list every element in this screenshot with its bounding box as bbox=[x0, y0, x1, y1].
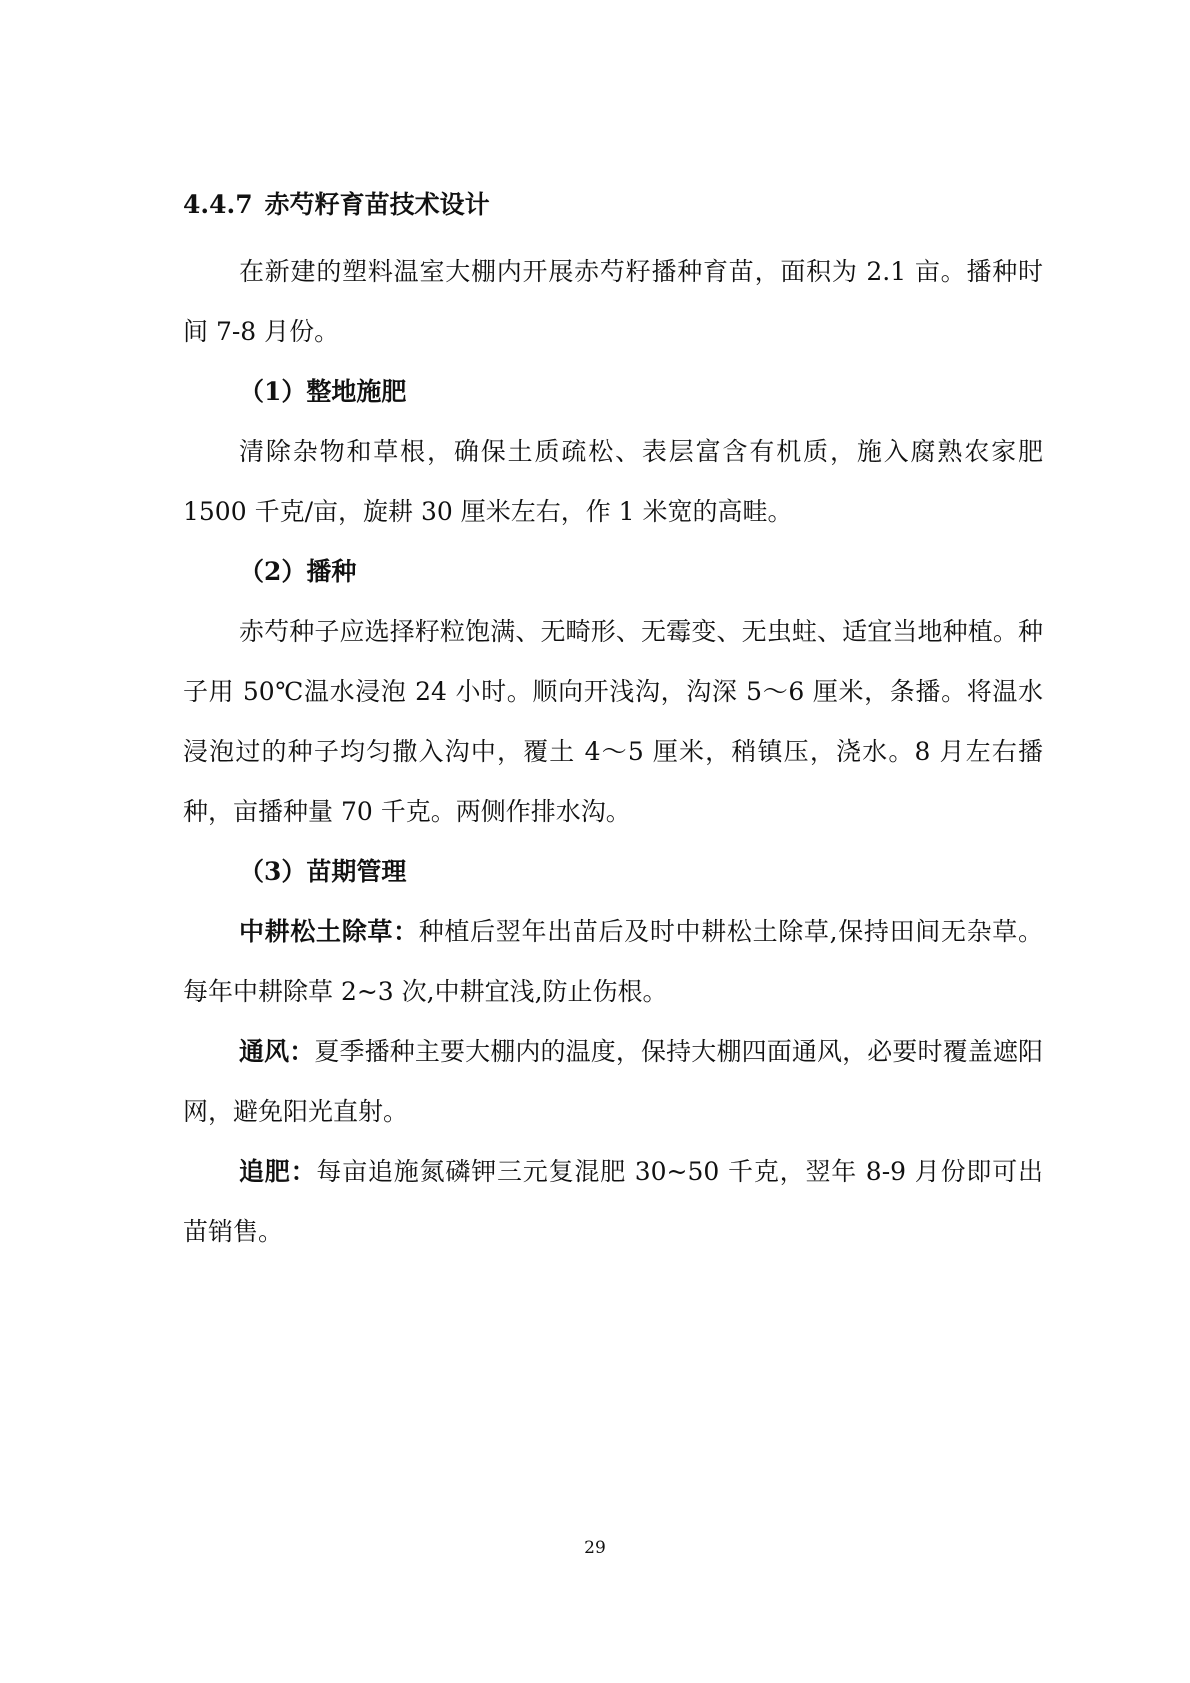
ventilation-text: 夏季播种主要大棚内的温度，保持大棚四面通风，必要时覆盖遮阳网，避免阳光直射。 bbox=[183, 1037, 1043, 1126]
weeding-text: 种植后翌年出苗后及时中耕松土除草,保持田间无杂草。每年中耕除草 2~3 次,中耕宜浅,防止伤根。 bbox=[183, 917, 1043, 1006]
paragraph-soil-preparation: 清除杂物和草根，确保土质疏松、表层富含有机质，施入腐熟农家肥 1500 千克/亩，旋耕 30 厘米左右，作 1 米宽的高畦。 bbox=[183, 437, 1043, 526]
intro-paragraph: 在新建的塑料温室大棚内开展赤芍籽播种育苗，面积为 2.1 亩。播种时间 7-8 月份。 bbox=[183, 257, 1043, 346]
section-number: 4.4.7 bbox=[183, 190, 253, 219]
paragraph-fertilizing bbox=[183, 1142, 1043, 1262]
paragraph-ventilation bbox=[183, 1022, 1043, 1142]
subsection-heading-1: （1）整地施肥 bbox=[239, 377, 407, 406]
page-number: 29 bbox=[584, 1538, 606, 1558]
subsection-heading-2: （2）播种 bbox=[239, 557, 357, 586]
weeding-lead: 中耕松土除草： bbox=[239, 917, 419, 946]
section-title-text: 赤芍籽育苗技术设计 bbox=[264, 190, 490, 219]
fertilizing-text: 每亩追施氮磷钾三元复混肥 30~50 千克，翌年 8-9 月份即可出苗销售。 bbox=[183, 1157, 1043, 1246]
section-title bbox=[183, 188, 1043, 222]
subsection-heading-3: （3）苗期管理 bbox=[239, 857, 407, 886]
page-content bbox=[183, 188, 1043, 1262]
fertilizing-lead: 追肥： bbox=[239, 1157, 317, 1186]
paragraph-weeding bbox=[183, 902, 1043, 1022]
paragraph-sowing: 赤芍种子应选择籽粒饱满、无畸形、无霉变、无虫蛀、适宜当地种植。种子用 50℃温水浸泡 24 小时。顺向开浅沟，沟深 5～6 厘米，条播。将温水浸泡过的种子均匀撒入沟中，覆土 4～5 厘米，稍镇压，浇水。8 月左右播种，亩播种量 70 千克。两侧作排水沟。 bbox=[183, 617, 1043, 826]
ventilation-lead: 通风： bbox=[239, 1037, 315, 1066]
